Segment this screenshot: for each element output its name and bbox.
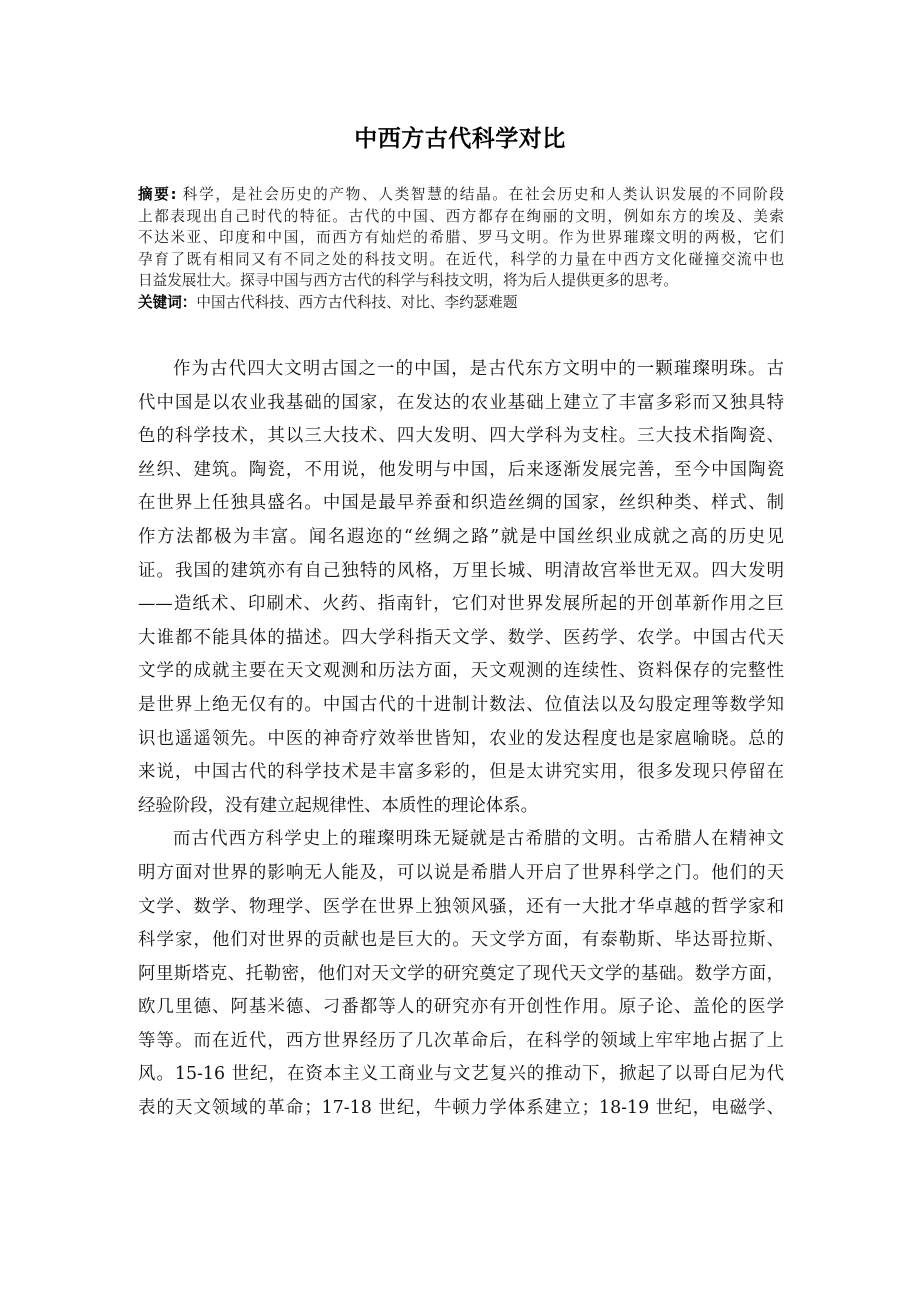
keywords-text: 中国古代科技、西方古代科技、对比、李约瑟难题 (196, 293, 518, 311)
keywords-label: 关键词： (138, 293, 197, 311)
abstract-line: 不达米亚、印度和中国，而西方有灿烂的希腊、罗马文明。作为世界璀璨文明的两极，它们 (138, 229, 784, 247)
paragraph-line: 大谁都不能具体的描述。四大学科指天文学、数学、医药学、农学。中国古代天 (138, 627, 784, 648)
paragraph-line: 丝织、建筑。陶瓷，不用说，他发明与中国，后来逐渐发展完善，至今中国陶瓷 (138, 459, 784, 480)
paragraph-line: 表的天文领域的革命；17-18 世纪，牛顿力学体系建立；18-19 世纪，电磁学、 (138, 1098, 784, 1119)
paragraph-line: 识也遥遥领先。中医的神奇疗效举世皆知，农业的发达程度也是家扈喻晓。总的 (138, 728, 784, 749)
paragraph-line: 作为古代四大文明古国之一的中国，是古代东方文明中的一颗璀璨明珠。古 (173, 359, 784, 379)
paragraph-line: 色的科学技术，其以三大技术、四大发明、四大学科为支柱。三大技术指陶瓷、 (138, 426, 784, 447)
paragraph-line: 明方面对世界的影响无人能及，可以说是希腊人开启了世界科学之门。他们的天 (138, 862, 784, 883)
paragraph-line: 等等。而在近代，西方世界经历了几次革命后，在科学的领域上牢牢地占据了上 (138, 1030, 784, 1051)
abstract-label: 摘要: (138, 186, 177, 203)
paragraph-line: 阿里斯塔克、托勒密，他们对天文学的研究奠定了现代天文学的基础。数学方面， (138, 963, 784, 984)
paragraph-line: 科学家，他们对世界的贡献也是巨大的。天文学方面，有泰勒斯、毕达哥拉斯、 (138, 930, 784, 951)
abstract-section (138, 184, 784, 314)
paragraph-line: 文学的成就主要在天文观测和历法方面，天文观测的连续性、资料保存的完整性 (138, 661, 784, 682)
paragraph-line: 而古代西方科学史上的璀璨明珠无疑就是古希腊的文明。古希腊人在精神文 (173, 829, 784, 850)
paragraph-line: 经验阶段，没有建立起规律性、本质性的理论体系。 (138, 795, 538, 816)
abstract-line (138, 184, 784, 206)
paragraph-line: ——造纸术、印刷术、火药、指南针，它们对世界发展所起的开创革新作用之巨 (138, 594, 784, 615)
paragraph-line: 证。我国的建筑亦有自己独特的风格，万里长城、明清故宫举世无双。四大发明 (138, 560, 784, 581)
paragraph-west (138, 823, 784, 1125)
document-title: 中西方古代科学对比 (354, 126, 566, 152)
paragraph-line: 是世界上绝无仅有的。中国古代的十进制计数法、位值法以及勾股定理等数学知 (138, 694, 784, 715)
paragraph-china (138, 353, 784, 823)
paragraph-line: 风。15-16 世纪，在资本主义工商业与文艺复兴的推动下，掀起了以哥白尼为代 (138, 1064, 784, 1085)
abstract-line: 日益发展壮大。探寻中国与西方古代的科学与科技文明，将为后人提供更多的思考。 (138, 272, 678, 290)
abstract-line: 孕育了既有相同又有不同之处的科技文明。在近代，科学的力量在中西方文化碰撞交流中也 (138, 250, 784, 268)
keywords-line (138, 292, 784, 314)
body-text (138, 353, 784, 1126)
paragraph-line: 文学、数学、物理学、医学在世界上独领风骚，还有一大批才华卓越的哲学家和 (138, 896, 784, 917)
paragraph-line: 代中国是以农业我基础的国家，在发达的农业基础上建立了丰富多彩而又独具特 (138, 392, 784, 413)
paragraph-line: 来说，中国古代的科学技术是丰富多彩的，但是太讲究实用，很多发现只停留在 (138, 762, 784, 783)
paragraph-line: 在世界上任独具盛名。中国是最早养蚕和织造丝绸的国家，丝织种类、样式、制 (138, 493, 784, 514)
paragraph-line: 欧几里德、阿基米德、刁番都等人的研究亦有开创性作用。原子论、盖伦的医学 (138, 997, 784, 1018)
abstract-text: 科学，是社会历史的产物、人类智慧的结晶。在社会历史和人类认识发展的不同阶段 (182, 186, 784, 203)
abstract-line: 上都表现出自己时代的特征。古代的中国、西方都存在绚丽的文明，例如东方的埃及、美索 (138, 207, 784, 225)
paragraph-line: 作方法都极为丰富。闻名遐迩的“丝绸之路”就是中国丝织业成就之高的历史见 (138, 526, 784, 547)
